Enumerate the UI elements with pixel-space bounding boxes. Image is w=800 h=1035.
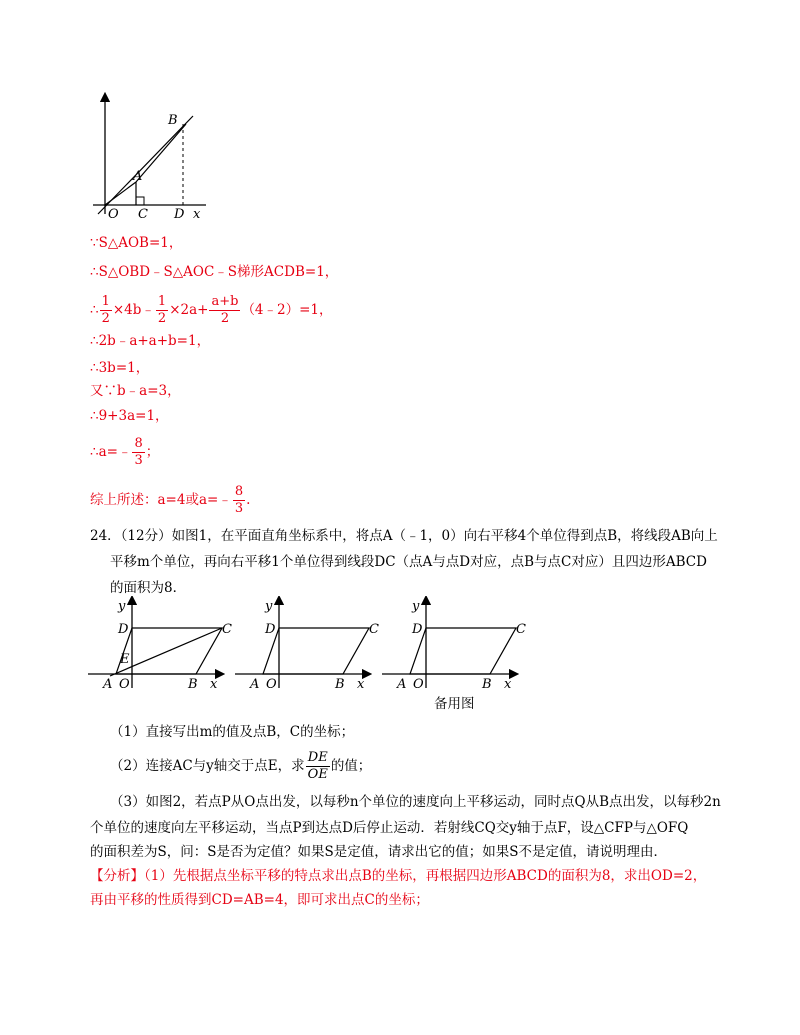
numerator: 1 (101, 294, 110, 309)
sol-line-5: ∴3b=1， (90, 360, 150, 376)
fraction (156, 294, 168, 327)
analysis-line-1 (90, 866, 706, 886)
top-figure (88, 92, 218, 227)
q24-text-line-2: 平移m个单位，再向右平移1个单位得到线段DC（点A与点D对应，点B与点C对应）且四边形ABCD (110, 554, 707, 570)
label-D: D (118, 622, 129, 637)
sol-line-3-mid1: ×4b﹣ (112, 302, 155, 318)
sol-line-7: ∴9+3a=1， (90, 408, 169, 424)
sol-line-3-pre: ∴ (90, 302, 99, 318)
label-A: A (250, 677, 260, 692)
label-y: y (412, 599, 420, 614)
spare-figure-caption: 备用图 (434, 696, 475, 712)
label-A: A (133, 169, 143, 184)
q24-sub-2-pre: （2）连接AC与y轴交于点E，求 (110, 758, 305, 774)
q24-text-line-3: 的面积为8． (110, 580, 187, 596)
denominator: 2 (220, 311, 230, 326)
fraction (209, 294, 240, 327)
label-O: O (108, 207, 119, 222)
figure-1 (88, 596, 233, 696)
fraction (100, 294, 112, 327)
denominator: 3 (234, 501, 244, 516)
label-x: x (504, 677, 512, 692)
numerator: 8 (234, 484, 244, 499)
label-C: C (369, 622, 379, 637)
label-B: B (482, 677, 492, 692)
fraction (306, 750, 330, 783)
sol-summary-post: . (246, 492, 251, 508)
analysis-line-2: 再由平移的性质得到CD=AB=4，即可求出点C的坐标； (90, 892, 429, 908)
sol-line-8-post: ； (145, 444, 160, 460)
denominator: OE (307, 767, 328, 782)
figure-spare (382, 596, 527, 696)
line-ab (136, 124, 186, 182)
q24-sub-3-line-3: 的面积差为S，问：S是否为定值？如果S是定值，请求出它的值；如果S不是定值，请说明理由． (90, 844, 667, 860)
numerator: 8 (134, 436, 143, 451)
label-D: D (265, 622, 276, 637)
q24-sub-3-line-1: （3）如图2，若点P从O点出发，以每秒n个单位的速度向上平移运动，同时点Q从B点出发，以每秒2n (110, 794, 721, 810)
label-x: x (210, 677, 218, 692)
label-A: A (103, 677, 113, 692)
sol-summary-pre: 综上所述：a=4或a=﹣ (90, 492, 232, 508)
label-O: O (413, 677, 424, 692)
label-O: O (119, 677, 130, 692)
sol-line-6: 又∵b﹣a=3， (90, 383, 181, 399)
sol-summary (90, 480, 250, 520)
q24-sub-3-line-2: 个单位的速度向左平移运动，当点P到达点D后停止运动．若射线CQ交y轴于点F，设△CFP与△OFQ (90, 820, 689, 836)
label-E: E (120, 652, 130, 667)
analysis-tag: 【分析】 (90, 868, 144, 884)
numerator: DE (306, 750, 330, 767)
q24-sub-1: （1）直接写出m的值及点B，C的坐标； (110, 724, 355, 740)
label-D: D (174, 207, 185, 222)
denominator: 3 (134, 453, 143, 468)
sol-line-2: ∴S△OBD﹣S△AOC﹣S梯形ACDB=1， (90, 264, 339, 280)
label-D: D (412, 622, 423, 637)
label-y: y (265, 599, 273, 614)
label-B: B (188, 677, 198, 692)
sol-line-8-pre: ∴a=﹣ (90, 444, 132, 460)
fraction (233, 484, 245, 517)
right-angle-mark (136, 197, 144, 205)
label-A: A (397, 677, 407, 692)
label-B: B (168, 113, 178, 128)
label-C: C (516, 622, 526, 637)
q24-sub-2-post: 的值； (330, 758, 372, 774)
label-y: y (118, 599, 126, 614)
label-x: x (357, 677, 365, 692)
q24-sub-2 (110, 746, 371, 786)
label-C: C (222, 622, 232, 637)
label-x: x (193, 207, 201, 222)
sol-line-1: ∵S△AOB=1， (90, 235, 183, 251)
label-C: C (138, 207, 148, 222)
denominator: 2 (157, 311, 167, 326)
sol-line-3-post: （4﹣2）=1， (241, 302, 333, 318)
figure-2 (235, 596, 380, 696)
label-B: B (335, 677, 345, 692)
sol-line-3-mid2: ×2a+ (169, 302, 209, 318)
numerator: a+b (211, 294, 239, 309)
denominator: 2 (101, 311, 110, 326)
sol-line-3 (90, 290, 333, 330)
line-oa (105, 182, 136, 205)
numerator: 1 (157, 294, 167, 309)
analysis-text-1: （1）先根据点坐标平移的特点求出点B的坐标，再根据四边形ABCD的面积为8，求出OD=2， (144, 868, 707, 884)
sol-line-4: ∴2b﹣a+a+b=1， (90, 333, 211, 349)
fraction (132, 436, 144, 469)
label-O: O (266, 677, 277, 692)
sol-line-8 (90, 432, 159, 472)
q24-text-line-1: 24．（12分）如图1，在平面直角坐标系中，将点A（﹣1，0）向右平移4个单位得到点B，将线段AB向上 (90, 528, 718, 544)
